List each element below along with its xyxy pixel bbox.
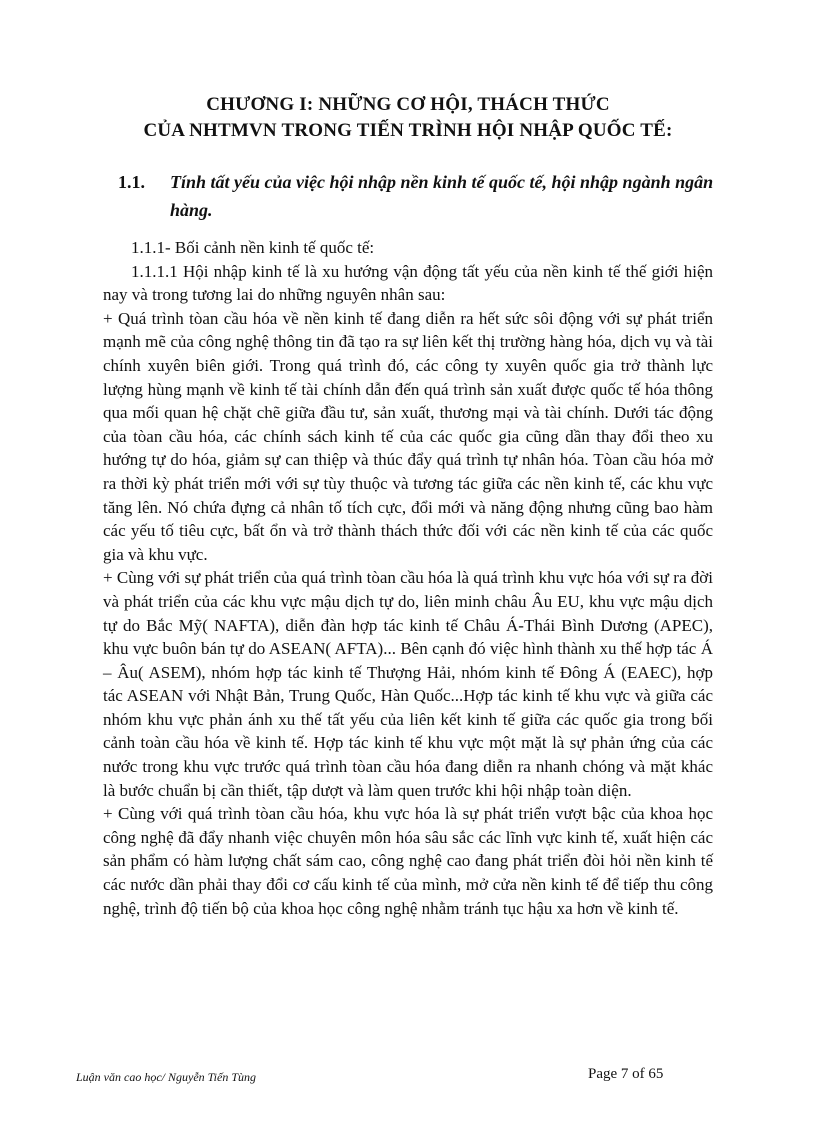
subsection-heading: 1.1.1- Bối cảnh nền kinh tế quốc tế: xyxy=(131,238,375,257)
paragraph-technology: + Cùng với quá trình tòan cầu hóa, khu vực hóa là sự phát triển vượt bậc của khoa học công nghệ đã đẩy nhanh việc chuyên môn hóa sâu sắc các lĩnh vực kinh tế, xuất hiện các sản phẩm có hàm lượng chất sám cao, công nghệ cao đang phát triển đòi hỏi nền kinh tế các nước dần phải thay đổi cơ cấu kinh tế của mình, mở cửa nền kinh tế để tiếp thu công nghệ, trình độ tiến bộ của khoa học công nghệ nhằm tránh tục hậu xa hơn về kinh tế. xyxy=(103,804,713,918)
paragraph-intro: 1.1.1.1 Hội nhập kinh tế là xu hướng vận động tất yếu của nền kinh tế thế giới hiện nay và trong tương lai do những nguyên nhân sau: xyxy=(103,261,713,305)
body-text xyxy=(103,236,713,920)
chapter-title-line-1: CHƯƠNG I: NHỮNG CƠ HỘI, THÁCH THỨC xyxy=(206,94,610,115)
paragraph-regionalization: + Cùng với sự phát triển của quá trình tòan cầu hóa là quá trình khu vực hóa với sự ra đời và phát triển của các khu vực mậu dịch tự do, liên minh châu Âu EU, khu vực mậu dịch tự do Bắc Mỹ( NAFTA), diễn đàn hợp tác kinh tế Châu Á-Thái Bình Dương (APEC), khu vực buôn bán tự do ASEAN( AFTA)... Bên cạnh đó việc hình thành xu thế hợp tác Á – Âu( ASEM), nhóm hợp tác kinh tế Thượng Hải, nhóm kinh tế Đông Á (EAEC), hợp tác ASEAN với Nhật Bản, Trung Quốc, Hàn Quốc...Hợp tác kinh tế khu vực và giữa các nhóm khu vực phản ánh xu thế tất yếu của liên kết kinh tế giữa các quốc gia trong bối cảnh toàn cầu hóa về kinh tế. Hợp tác kinh tế khu vực một mặt là sự phản ứng của các nước trong khu vực trước quá trình tòan cầu hóa đang diễn ra nhanh chóng và mặt khác là bước chuẩn bị cần thiết, tập dượt và làm quen trước khi hội nhập toàn diện. xyxy=(103,568,713,800)
section-heading xyxy=(118,168,718,224)
section-number: 1.1. xyxy=(118,172,145,192)
footer-page-number: Page 7 of 65 xyxy=(588,1066,664,1082)
section-title: Tính tất yếu của việc hội nhập nền kinh tế quốc tế, hội nhập ngành ngân hàng. xyxy=(170,172,714,220)
chapter-title-line-2: CỦA NHTMVN TRONG TIẾN TRÌNH HỘI NHẬP QUỐC TẾ: xyxy=(143,120,673,141)
footer-author: Luận văn cao học/ Nguyễn Tiến Tùng xyxy=(76,1070,256,1084)
paragraph-globalization: + Quá trình tòan cầu hóa về nền kinh tế đang diễn ra hết sức sôi động với sự phát triển mạnh mẽ của công nghệ thông tin đã tạo ra sự liên kết thị trường hàng hóa, dịch vụ và tài chính xuyên biên giới. Trong quá trình đó, các công ty xuyên quốc gia trở thành lực lượng hùng mạnh về kinh tế tài chính dẫn đến quá trình sản xuất được quốc tế hóa thông qua mối quan hệ chặt chẽ giữa đầu tư, sản xuất, thương mại và tài chính. Dưới tác động của tòan cầu hóa, các chính sách kinh tế của các quốc gia cũng dần thay đổi theo xu hướng tự do hóa, giảm sự can thiệp và thúc đẩy quá trình tự nhân hóa. Tòan cầu hóa mở ra thời kỳ phát triển mới với sự tùy thuộc và tương tác giữa các nền kinh tế, các khu vực tăng lên. Nó chứa đựng cả nhân tố tích cực, đổi mới và năng động nhưng cũng bao hàm các yếu tố tiêu cực, bất ổn và trở thành thách thức đối với các nền kinh tế của các quốc gia và khu vực. xyxy=(103,308,713,564)
chapter-title xyxy=(0,92,816,144)
